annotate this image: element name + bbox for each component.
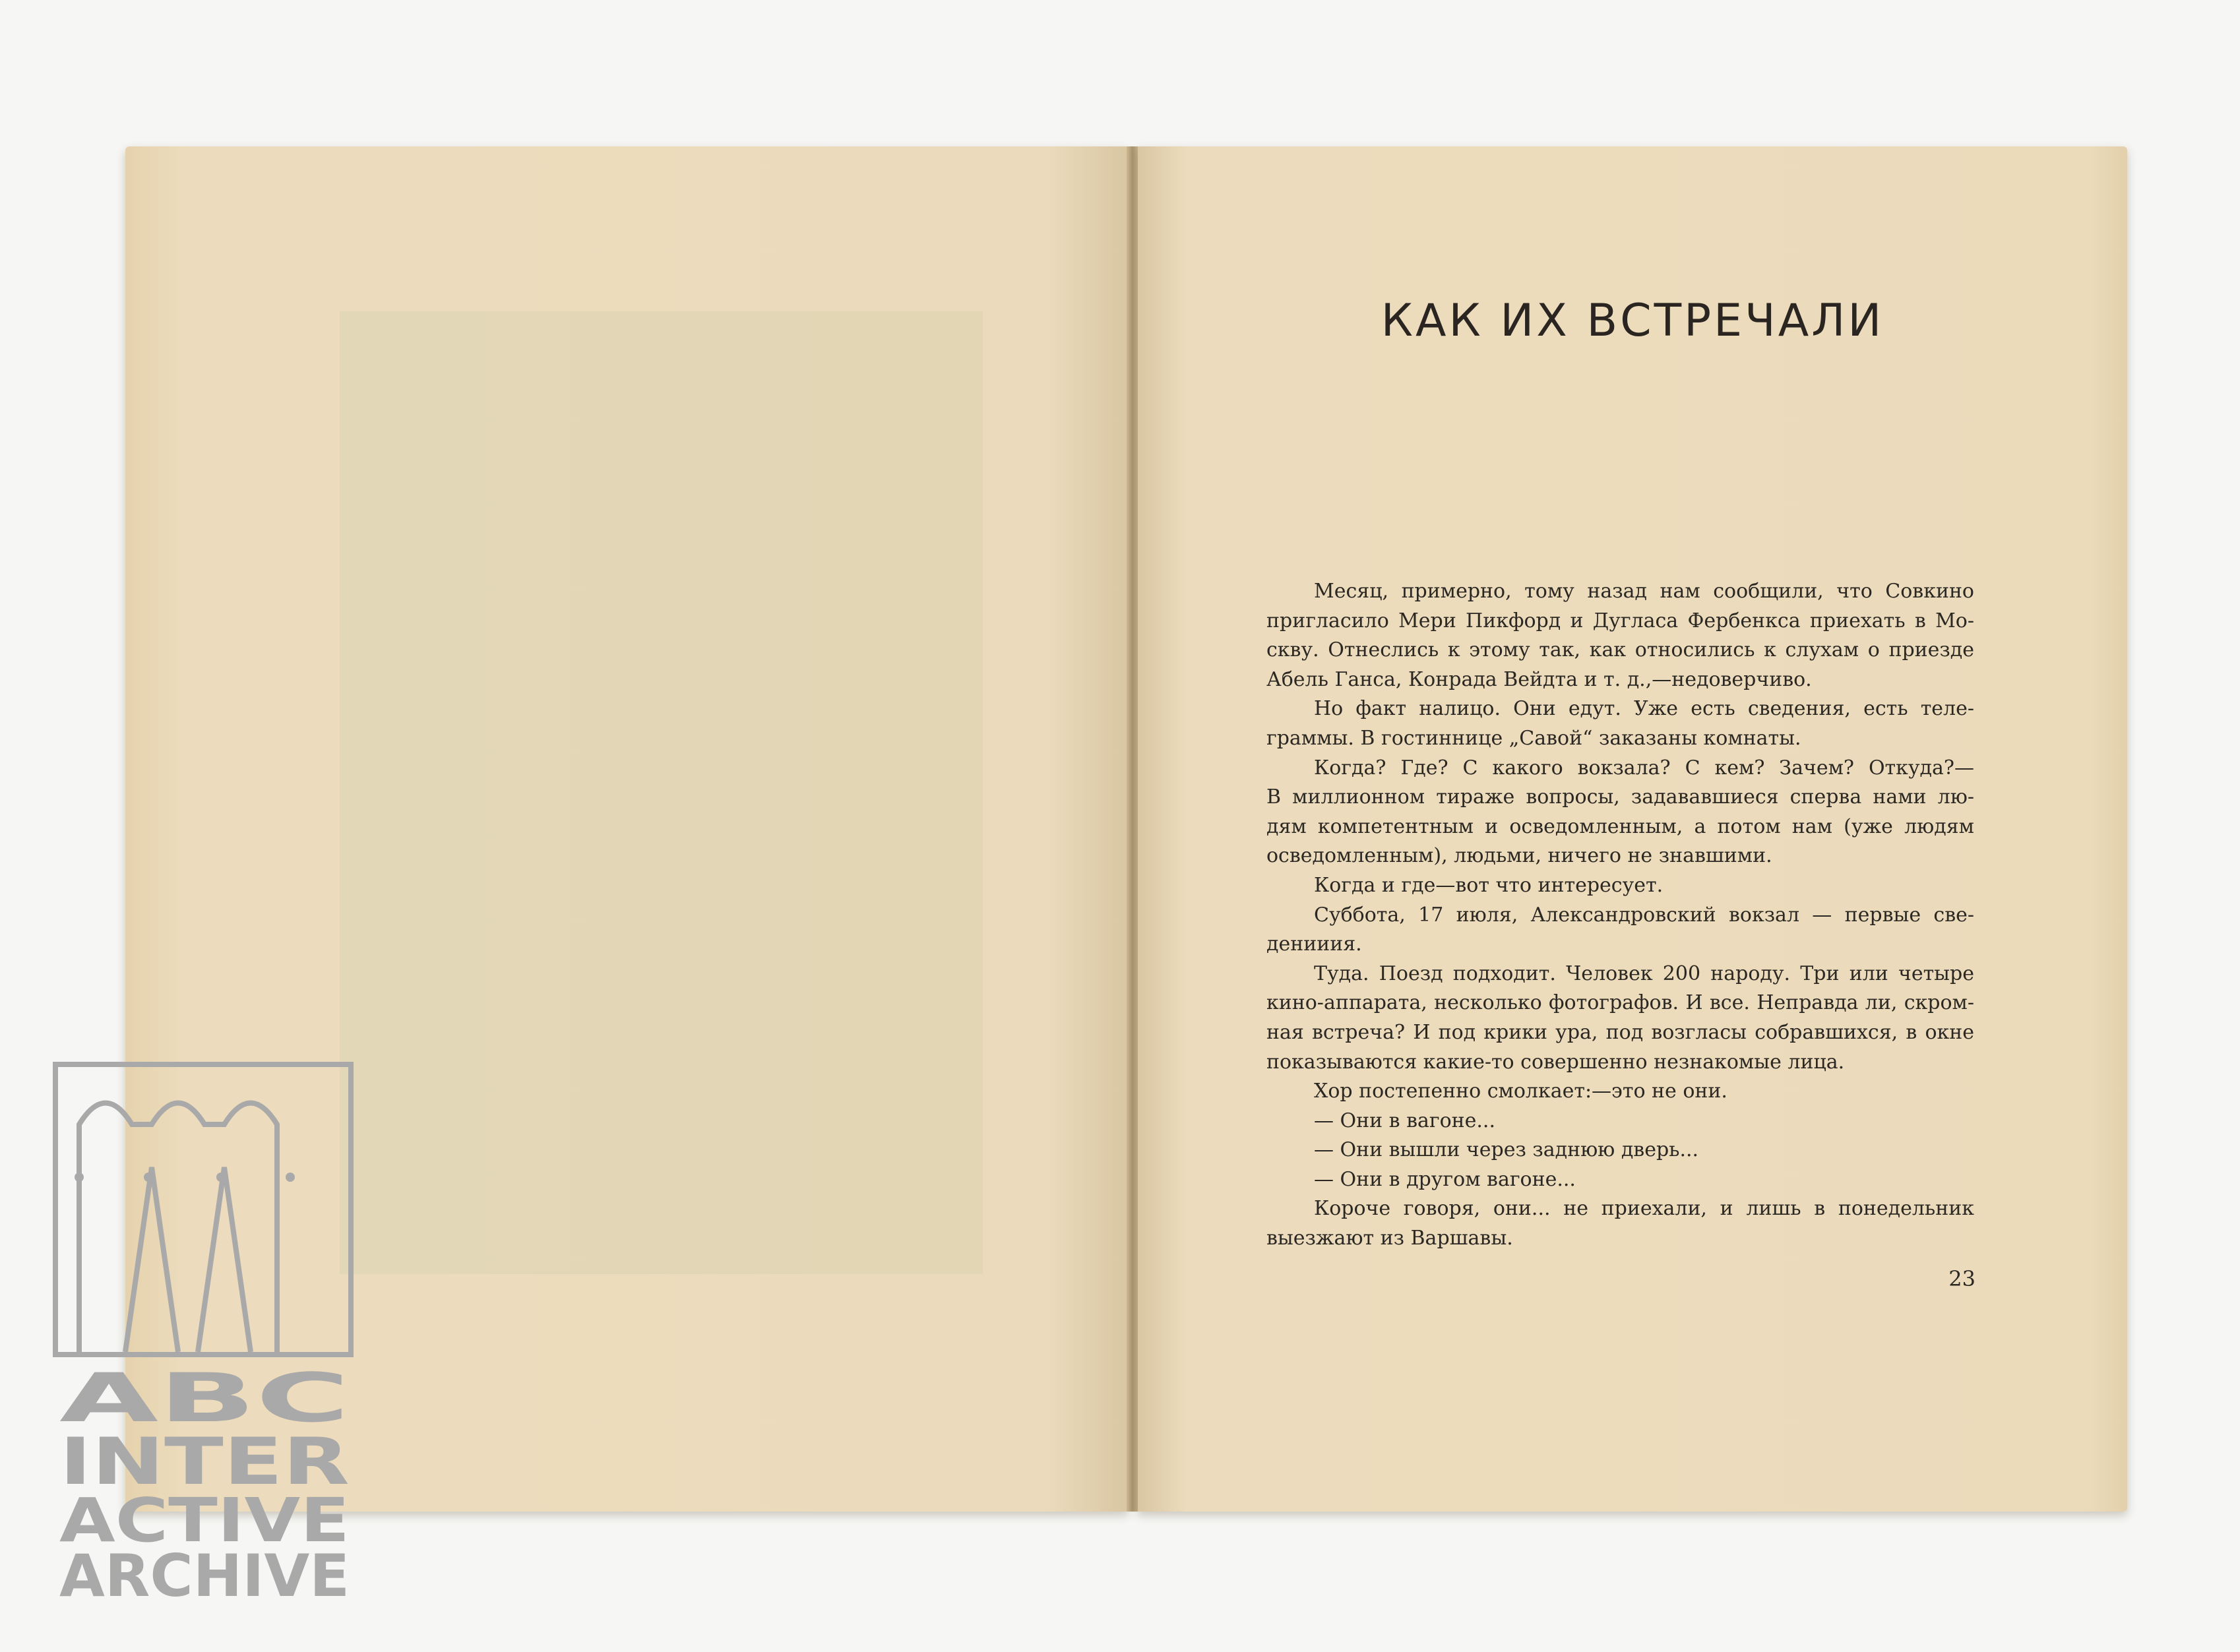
text-line: — Они в другом вагоне... (1314, 1167, 1576, 1191)
text-line: выезжают из Варшавы. (1266, 1227, 1513, 1250)
book-spread (125, 146, 2127, 1512)
text-line: кино-аппарата, несколько фотографов. И все. Неправда ли, скром- (1266, 991, 1974, 1015)
text-line: Когда и где—вот что интересует. (1314, 873, 1664, 897)
text-line: Туда. Поезд подходит. Человек 200 народу. Три или четыре (1314, 962, 1974, 985)
text-line: — Они вышли через заднюю дверь... (1314, 1138, 1699, 1162)
watermark-line: ABC (59, 1359, 350, 1438)
text-line: дям компетентным и осведомленным, а потом нам (уже людям (1266, 814, 1974, 838)
text-line: ная встреча? И под крики ура, под возгласы собравшихся, в окне (1266, 1020, 1974, 1044)
book-gutter (1127, 146, 1138, 1512)
text-line: граммы. В гостиннице „Савой“ заказаны комнаты. (1266, 726, 1801, 750)
text-line: Абель Ганса, Конрада Вейдта и т. д.,—недоверчиво. (1266, 667, 1812, 691)
watermark-line: ARCHIVE (59, 1542, 350, 1599)
text-line: Короче говоря, они... не приехали, и лишь в понедельник (1314, 1197, 1974, 1221)
text-line: Когда? Где? С какого вокзала? С кем? Зачем? Откуда?— (1314, 756, 1974, 780)
text-line: Но факт налицо. Они едут. Уже есть сведения, есть теле- (1314, 697, 1974, 721)
text-line: Месяц, примерно, тому назад нам сообщили, что Совкино (1314, 580, 1974, 603)
text-line: скву. Отнеслись к этому так, как относились к слухам о приезде (1266, 638, 1974, 662)
page-number: 23 (1948, 1266, 1976, 1291)
chapter-title: КАК ИХ ВСТРЕЧАЛИ (1381, 295, 1884, 347)
text-line: денииия. (1266, 933, 1362, 956)
text-line: осведомленным), людьми, ничего не знавшими. (1266, 844, 1772, 868)
faded-plate-area (340, 311, 983, 1274)
text-line: показываются какие-то совершенно незнакомые лица. (1266, 1050, 1845, 1074)
body-text (1266, 577, 1974, 1254)
text-line: Хор постепенно смолкает:—это не они. (1314, 1080, 1727, 1103)
text-line: В миллионном тираже вопросы, задававшиеся сперва нами лю- (1266, 785, 1974, 809)
watermark-line: INTER (59, 1424, 350, 1500)
text-line: Суббота, 17 июля, Александровский вокзал — первые све- (1314, 903, 1974, 927)
watermark-line: ACTIVE (59, 1485, 350, 1556)
abc-archive-watermark-logo (53, 1062, 356, 1599)
text-line: — Они в вагоне... (1314, 1109, 1495, 1132)
right-page (1138, 146, 2127, 1512)
text-line: пригласило Мери Пикфорд и Дугласа Фербенкса приехать в Мо- (1266, 609, 1974, 632)
